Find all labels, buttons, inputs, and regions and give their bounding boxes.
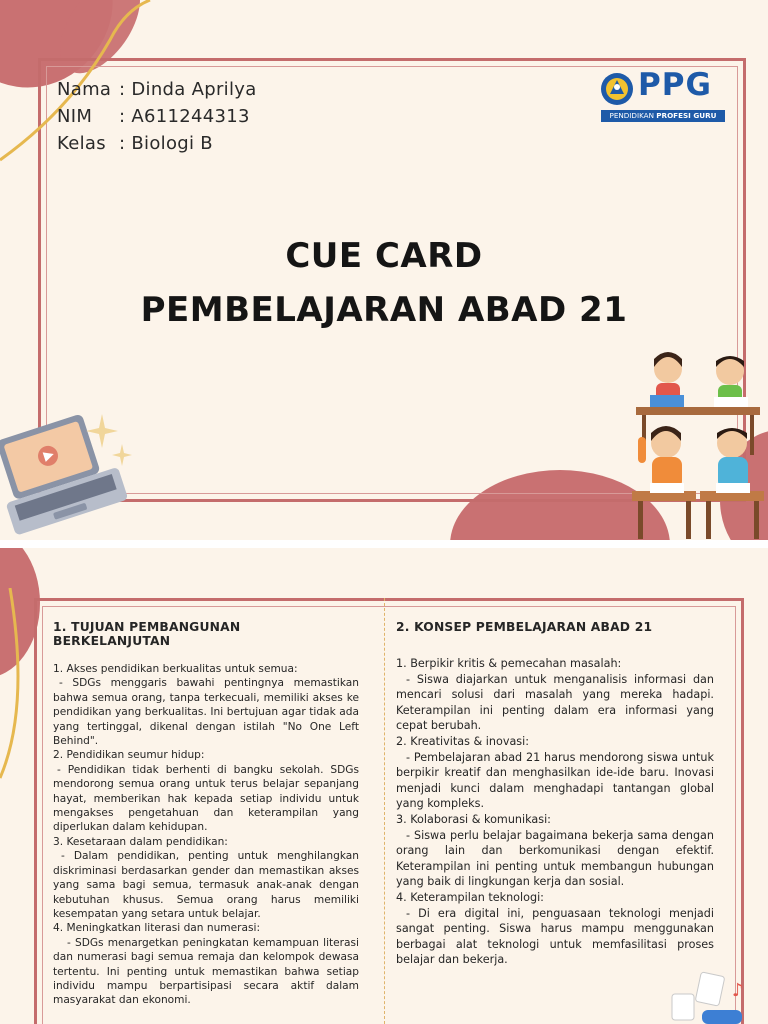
- concept-item-4-title: 4. Keterampilan teknologi:: [396, 890, 544, 904]
- concept-item-1-title: 1. Berpikir kritis & pemecahan masalah:: [396, 657, 622, 670]
- sdgs-item-4-title: 4. Meningkatkan literasi dan numerasi:: [53, 922, 261, 935]
- students-illustration-icon: [628, 345, 768, 540]
- sdgs-item-3-body: - Dalam pendidikan, penting untuk menghilangkan diskriminasi berdasarkan gender dan memastikan akses yang sama bagi semua, termasuk anak-anak dengan kebutuhan khusus. Semua orang harus memiliki kesempatan yang setara untuk belajar.: [53, 850, 359, 920]
- svg-text:♪: ♪: [732, 980, 744, 1001]
- concept-item-3-body: - Siswa perlu belajar bagaimana bekerja sama dengan orang lain dan berkomunikasi dengan efektif. Keterampilan ini penting untuk membangun hubungan yang baik di lingkungan kerja dan sosial.: [396, 828, 714, 889]
- section-21st-century: [396, 620, 714, 968]
- decor-gold-curve: [0, 0, 200, 200]
- student-name-line: [57, 79, 257, 100]
- cover-title-line-2: PEMBELAJARAN ABAD 21: [140, 290, 628, 330]
- concept-item-4-body: - Di era digital ini, penguasaan teknologi menjadi sangat penting. Siswa harus mampu menggunakan berbagai alat teknologi untuk memfasilitasi proses belajar dan bekerja.: [396, 906, 714, 967]
- column-divider: [384, 598, 385, 1024]
- sdgs-item-1-title: 1. Akses pendidikan berkualitas untuk semua:: [53, 663, 298, 675]
- concept-item-1-body: - Siswa diajarkan untuk menganalisis informasi dan mencari solusi dari masalah yang mereka hadapi. Keterampilan ini penting dalam era informasi yang cepat berubah.: [396, 672, 714, 733]
- ppg-tagline: [601, 110, 725, 122]
- ppg-tagline-1: PENDIDIKAN: [609, 111, 654, 120]
- sdgs-item-1-body: - SDGs menggaris bawahi pentingnya memastikan bahwa semua orang, tanpa terkecuali, memiliki akses ke pendidikan yang berkualitas. Ini bertujuan agar tidak ada yang tertinggal, dikenal dengan istilah "No One Left Behind".: [53, 677, 359, 748]
- section-sdgs-heading: 1. TUJUAN PEMBANGUNAN BERKELANJUTAN: [53, 620, 241, 648]
- section-sdgs: [53, 620, 359, 1008]
- sdgs-item-2-title: 2. Pendidikan seumur hidup:: [53, 749, 205, 762]
- tut-wuri-emblem-icon: [600, 72, 634, 106]
- decor-school-icons: [668, 970, 768, 1024]
- sdgs-item-4-body: - SDGs menargetkan peningkatan kemampuan literasi dan numerasi bagi semua remaja dan kelompok dewasa tertentu. Ini penting untuk memastikan bahwa setiap individu mampu berpartisipasi secara aktif dalam masyarakat dan ekonomi.: [53, 936, 359, 1007]
- cover-title-line-1: CUE CARD: [285, 236, 483, 276]
- ppg-tagline-2: PROFESI GURU: [656, 111, 717, 120]
- section-21st-heading: 2. KONSEP PEMBELAJARAN ABAD 21: [396, 620, 653, 634]
- ppg-logo-text: PPG: [638, 67, 712, 103]
- concept-item-2-body: - Pembelajaran abad 21 harus mendorong siswa untuk berpikir kreatif dan menghasilkan ide-ide baru. Inovasi menjadi kunci dalam menghadapi tantangan global yang kompleks.: [396, 750, 714, 811]
- student-kelas-line: [57, 133, 213, 154]
- name-value: : Dinda Aprilya: [119, 79, 257, 100]
- concept-item-2-title: 2. Kreativitas & inovasi:: [396, 734, 530, 748]
- kelas-label: Kelas: [57, 133, 106, 154]
- nim-label: NIM: [57, 106, 93, 127]
- sdgs-item-2-body: - Pendidikan tidak berhenti di bangku sekolah. SDGs mendorong semua orang untuk terus belajar sepanjang hayat, memberikan hak kepada setiap individu untuk mengakses pengetahuan dan keterampilan yang diperlukan dalam kehidupan.: [53, 763, 359, 834]
- student-nim-line: [57, 106, 250, 127]
- nim-value: : A611244313: [119, 106, 250, 127]
- sparkle-icon: [84, 414, 134, 474]
- concept-item-3-title: 3. Kolaborasi & komunikasi:: [396, 812, 551, 826]
- slide-gap: [0, 540, 768, 548]
- ppg-logo: [600, 67, 730, 124]
- name-label: Nama: [57, 79, 112, 100]
- kelas-value: : Biologi B: [119, 133, 213, 154]
- sdgs-item-3-title: 3. Kesetaraan dalam pendidikan:: [53, 835, 228, 848]
